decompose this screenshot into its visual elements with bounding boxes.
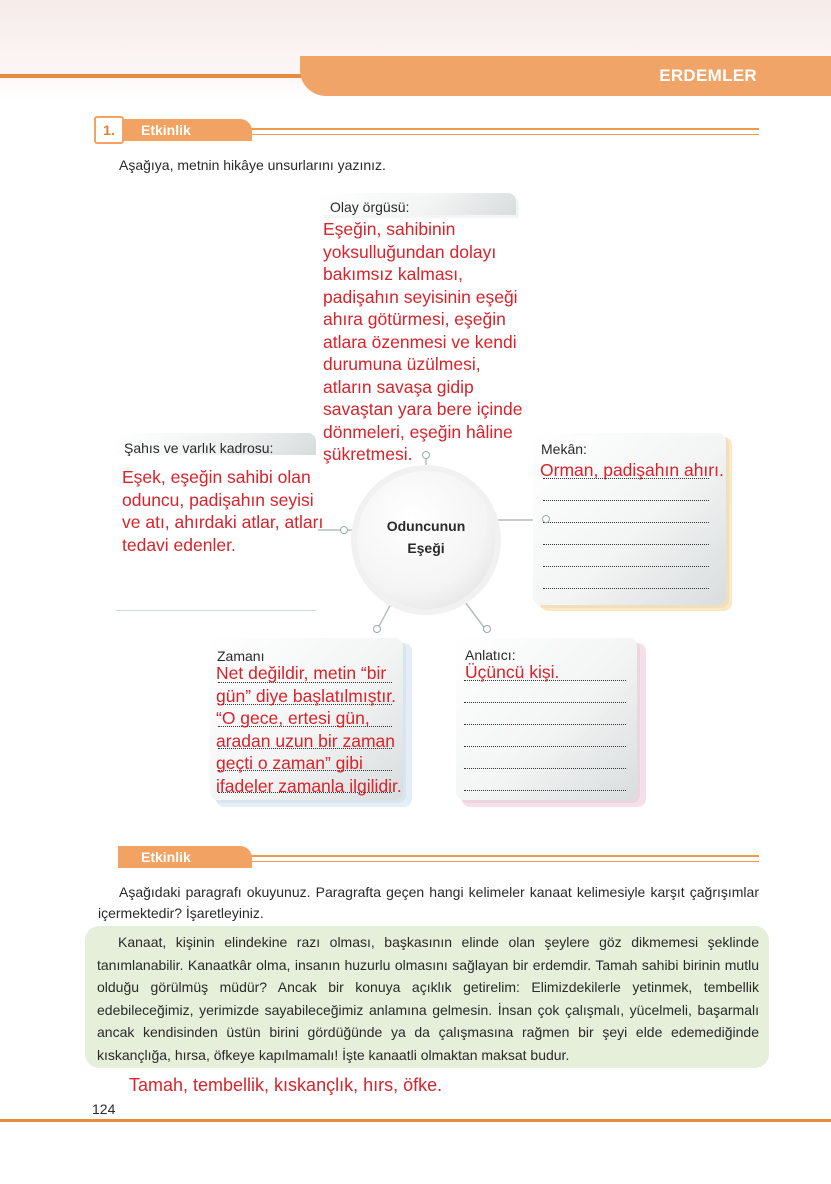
story-title-line2: Eşeği xyxy=(407,540,445,556)
characters-answer xyxy=(122,466,323,556)
section2-label: Etkinlik xyxy=(141,849,191,865)
narrator-dotted-line xyxy=(464,702,626,703)
time-answer-line: geçti o zaman” gibi xyxy=(216,753,363,773)
time-answer-line: gün” diye başlatılmıştır. xyxy=(216,685,396,706)
plot-title: Olay örgüsü: xyxy=(330,199,410,215)
place-answer: Orman, padişahın ahırı. xyxy=(540,460,724,480)
narrator-dotted-line xyxy=(464,746,626,747)
place-title: Mekân: xyxy=(541,441,587,457)
narrator-title: Anlatıcı: xyxy=(465,647,516,663)
place-dotted-line xyxy=(543,500,709,501)
plot-answer-line: dönmeleri, eşeğin hâline xyxy=(323,421,513,442)
plot-answer-line: atların savaşa gidip xyxy=(323,376,474,397)
characters-node xyxy=(340,526,348,534)
story-title xyxy=(357,515,495,559)
plot-answer-line: ahıra götürmesi, eşeğin xyxy=(323,309,506,329)
time-answer-line: aradan uzun bir zaman xyxy=(216,730,395,751)
section1-number: 1. xyxy=(94,116,124,144)
section2-instruction: Aşağıdaki paragrafı okuyunuz. Paragrafta geçen hangi kelimeler kanaat kelimesiyle karşıt çağrışımlar içermektedir? İşaretleyiniz. xyxy=(98,884,759,921)
plot-answer-line: durumuna üzülmesi, xyxy=(323,354,481,374)
plot-answer-line: Eşeğin, sahibinin xyxy=(323,219,456,239)
place-dotted-line xyxy=(543,522,709,523)
time-node xyxy=(373,625,381,633)
connector-time xyxy=(378,602,392,628)
characters-title: Şahıs ve varlık kadrosu: xyxy=(124,440,274,456)
paragraph-text: Kanaat, kişinin elindekine razı olması, başkasının elinde olan şeylere göz dikmemesi şeklinde tanımlanabilir. Kanaatkâr olma, insanın huzurlu olmasını sağlayan bir erdemdir. Tamah sahibi birinin mutlu olduğu görülmüş müdür? Ancak bir konuya açıklık getirelim: Elimizdekilerle yetinmek, tembellik edebileceğimiz, yerimizde sayabileceğimiz anlamına gelmesin. İnsan çok çalışmalı, yücelmeli, başarmalı ancak kendisinden üstün birini gördüğünde ya da çalışmasına rağmen bir şeyi elde edemediğinde kıskançlığa, hırsa, öfkeye kapılmamalı! İşte kanaatli olmaktan maksat budur. xyxy=(97,934,759,1063)
place-node xyxy=(542,515,550,523)
narrator-node xyxy=(483,625,491,633)
section2-rule xyxy=(240,855,759,857)
narrator-dotted-line xyxy=(464,724,626,725)
place-dotted-line xyxy=(543,588,709,589)
plot-answer xyxy=(323,218,522,466)
plot-answer-line: yoksulluğundan dolayı xyxy=(323,241,497,262)
narrator-dotted-line xyxy=(464,768,626,769)
chapter-title: ERDEMLER xyxy=(659,66,757,85)
plot-answer-line: atlara özenmesi ve kendi xyxy=(323,331,517,352)
section2-rule-thin xyxy=(240,861,759,862)
plot-answer-line: şükretmesi. xyxy=(323,444,413,464)
plot-answer-line: bakımsız kalması, xyxy=(323,264,464,284)
page-number: 124 xyxy=(92,1101,116,1117)
time-answer-line: ifadeler zamanla ilgilidir. xyxy=(216,775,402,796)
time-answer xyxy=(216,662,402,797)
narrator-dotted-line xyxy=(464,790,626,791)
footer-rule xyxy=(0,1119,831,1122)
story-title-line1: Oduncunun xyxy=(386,518,466,534)
time-title: Zamanı xyxy=(217,648,265,664)
place-dotted-line xyxy=(543,566,709,567)
place-dotted-line xyxy=(543,544,709,545)
section1-label: Etkinlik xyxy=(141,122,191,138)
time-answer-line: Net değildir, metin “bir xyxy=(216,663,387,683)
plot-answer-line: padişahın seyisinin eşeği xyxy=(323,286,518,307)
section1-instruction: Aşağıya, metnin hikâye unsurlarını yazınız. xyxy=(119,157,386,173)
plot-answer-line: savaştan yara bere içinde xyxy=(323,399,523,419)
characters-answer-line: Eşek, eşeğin sahibi olan xyxy=(122,467,311,487)
characters-card-bottom xyxy=(116,610,316,611)
plot-node xyxy=(422,451,430,459)
section2-answer: Tamah, tembellik, kıskançlık, hırs, öfke. xyxy=(129,1075,443,1095)
characters-answer-line: ve atı, ahırdaki atlar, atları xyxy=(122,512,324,532)
characters-answer-line: tedavi edenler. xyxy=(122,534,236,555)
characters-answer-line: oduncu, padişahın seyisi xyxy=(122,489,314,510)
time-answer-line: “O gece, ertesi gün, xyxy=(216,708,370,728)
narrator-answer: Üçüncü kişi. xyxy=(465,662,560,682)
